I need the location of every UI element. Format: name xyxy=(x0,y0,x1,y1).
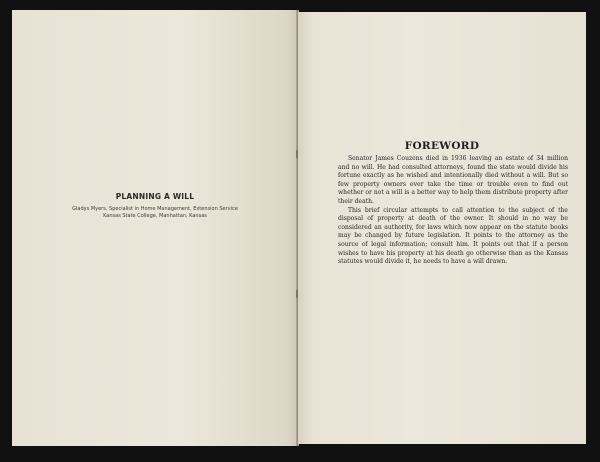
foreword-paragraph-2: This brief circular attempts to call attention to the subject of the disposal of property at death of the owner. It should in no way be considered an authority, for laws which now appear on the statute books may be changed by future legislation. It points to the attorney as the source of legal information; consult him. It points out that if a person wishes to have his property at his death go otherwise than as the Kansas statutes would divide it, he needs to have a will drawn. xyxy=(338,206,568,266)
author-credit xyxy=(12,206,298,219)
left-page xyxy=(12,10,298,446)
foreword-paragraph-1: Senator James Couzens died in 1936 leaving an estate of 34 million and no will. He had consulted attorneys, found the state would divide his fortune exactly as he wished and intentionally died without a will. But so few property owners ever take the time or trouble even to find out whether or not a will is a better way to help them distribute property after their death. xyxy=(338,155,568,205)
author-credit-line-2: Kansas State College, Manhattan, Kansas xyxy=(103,212,207,219)
foreword-heading: FOREWORD xyxy=(404,140,480,152)
foreword-body xyxy=(338,155,568,267)
right-page xyxy=(298,12,586,444)
author-credit-line-1: Gladys Myers, Specialist in Home Management, Extension Service xyxy=(72,206,238,212)
booklet-title: PLANNING A WILL xyxy=(115,192,195,201)
